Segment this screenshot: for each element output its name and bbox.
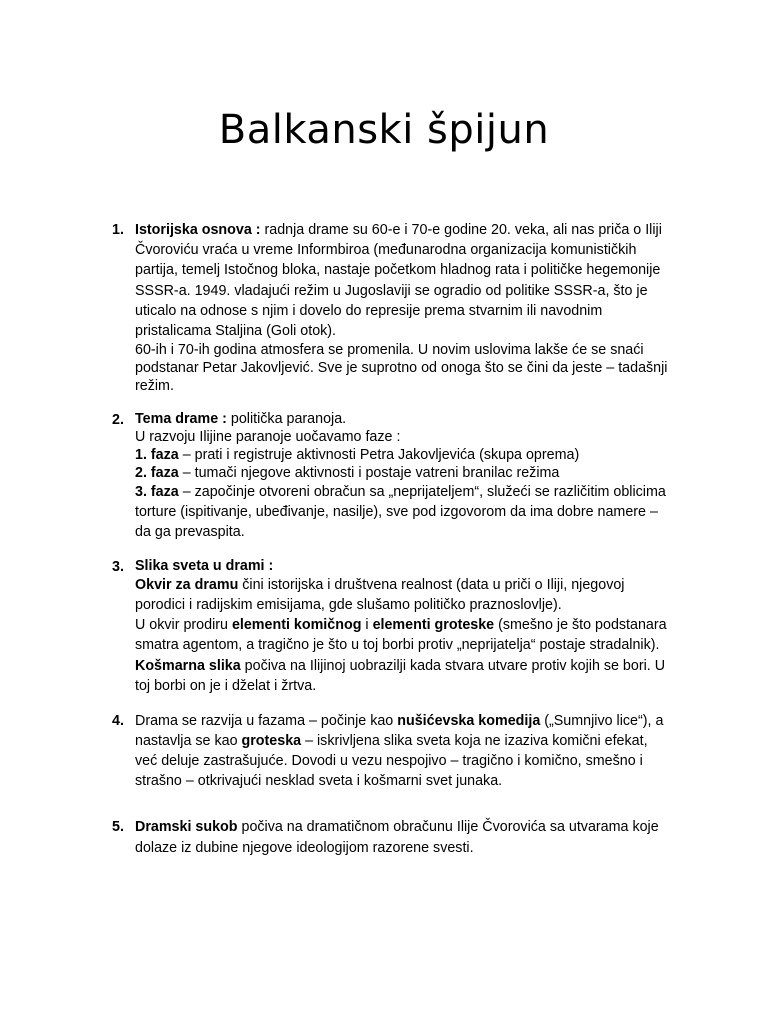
item-paragraph: [135, 557, 668, 575]
item-emphasis: groteska: [241, 732, 302, 749]
item-number: 1.: [112, 222, 124, 238]
item-text: („Sumnjivo lice“), a nastavlja se kao: [135, 712, 664, 749]
document-list: [0, 220, 768, 872]
item-text: Drama se razvija u fazama – počinje kao: [135, 712, 398, 729]
item-emphasis: elementi groteske: [372, 617, 495, 634]
item-text: – započinje otvoreni obračun sa „neprijateljem“, služeći se različitim oblicima torture (ispitivanje, ubeđivanje, nasilje), sve pod izgovorom da ima dobre namere – da ga prevaspita.: [135, 483, 666, 541]
item-paragraph: [135, 428, 668, 446]
item-text: čini istorijska i društvena realnost (data u priči o Iliji, njegovoj porodici i radijskim emisijama, gde slušamo političko praznoslovlje).: [135, 576, 625, 614]
item-paragraph: [135, 711, 668, 792]
item-paragraph: [135, 817, 668, 857]
item-heading: Slika sveta u drami :: [135, 557, 274, 574]
item-text: radnja drame su 60-e i 70-e godine 20. veka, ali nas priča o Iliji Čvoroviću vraća u vreme Informbiroa (međunarodna organizacija komunističkih partija, temelj Istočnog bloka, nastaje početkom hladnog rata i političke hegemonije SSSR-a. 1949. vladajući režim u Jugoslaviji se ogradio od politike SSSR-a, što je uticalo na odnose s njim i dovelo do represije prema stvarnim ili navodnim pristalicama Staljina (Goli otok).: [135, 222, 662, 340]
item-text: politička paranoja.: [226, 410, 347, 427]
item-paragraph: [135, 410, 668, 428]
item-subheading: Okvir za dramu: [135, 576, 239, 593]
item-text: i: [361, 617, 373, 634]
item-text: počiva na dramatičnom obračunu Ilije Čvorovića sa utvarama koje dolaze iz dubine njegove ideologijom razorene svesti.: [135, 819, 659, 856]
list-item-faze-drame: [0, 711, 768, 792]
item-text: – iskrivljena slika sveta koja ne izaziva komični efekat, već deluje zastrašujuće. Dovodi u vezu nespojivo – tragično i komično, smešno i strašno – otkrivajući nesklad sveta i košmarni svet junaka.: [135, 732, 648, 790]
faza-line: [135, 464, 668, 482]
item-text: U okvir prodiru: [135, 617, 232, 634]
item-number: 4.: [112, 712, 124, 729]
list-item-tema-drame: [0, 410, 768, 543]
list-item-dramski-sukob: [0, 817, 768, 857]
item-paragraph: [135, 220, 668, 341]
item-number: 3.: [112, 558, 124, 575]
item-text: (smešno je što podstanara smatra agentom, a tragično je što u toj borbi protiv „neprijatelja“ postaje stradalnik).: [135, 617, 667, 654]
item-subheading: Košmarna slika: [135, 657, 241, 674]
item-text: – prati i registruje aktivnosti Petra Jakovljevića (skupa oprema): [178, 446, 580, 463]
item-heading: Istorijska osnova :: [135, 222, 261, 238]
item-text: počiva na Ilijinoj uobrazilji kada stvara utvare protiv kojih se bori. U toj borbi on je i dželat i žrtva.: [135, 657, 666, 694]
item-emphasis: nušićevska komedija: [397, 712, 541, 729]
item-heading: Dramski sukob: [135, 819, 238, 836]
item-text: – tumači njegove aktivnosti i postaje vatreni branilac režima: [178, 464, 560, 481]
item-text: U razvoju Ilijine paranoje uočavamo faze :: [135, 428, 401, 445]
item-number: 2.: [112, 411, 124, 428]
page-title: Balkanski špijun: [218, 107, 550, 153]
item-text: 60-ih i 70-ih godina atmosfera se promenila. U novim uslovima lakše će se snaći podstanar Petar Jakovljević. Sve je suprotno od onoga što se čini da jeste – tadašnji režim.: [135, 342, 668, 395]
list-item-slika-sveta: [0, 557, 768, 696]
item-paragraph: [135, 656, 668, 696]
item-emphasis: elementi komičnog: [231, 617, 362, 634]
faza-label: 2. faza: [135, 464, 179, 481]
item-paragraph: [135, 341, 668, 395]
faza-line: [135, 446, 668, 464]
faza-line: [135, 482, 668, 543]
list-item-istorijska-osnova: [0, 220, 768, 395]
item-heading: Tema drame :: [135, 410, 227, 427]
faza-label: 3. faza: [135, 483, 179, 500]
item-paragraph: [135, 615, 668, 655]
item-paragraph: [135, 575, 668, 615]
item-number: 5.: [112, 819, 124, 836]
faza-label: 1. faza: [135, 446, 179, 463]
